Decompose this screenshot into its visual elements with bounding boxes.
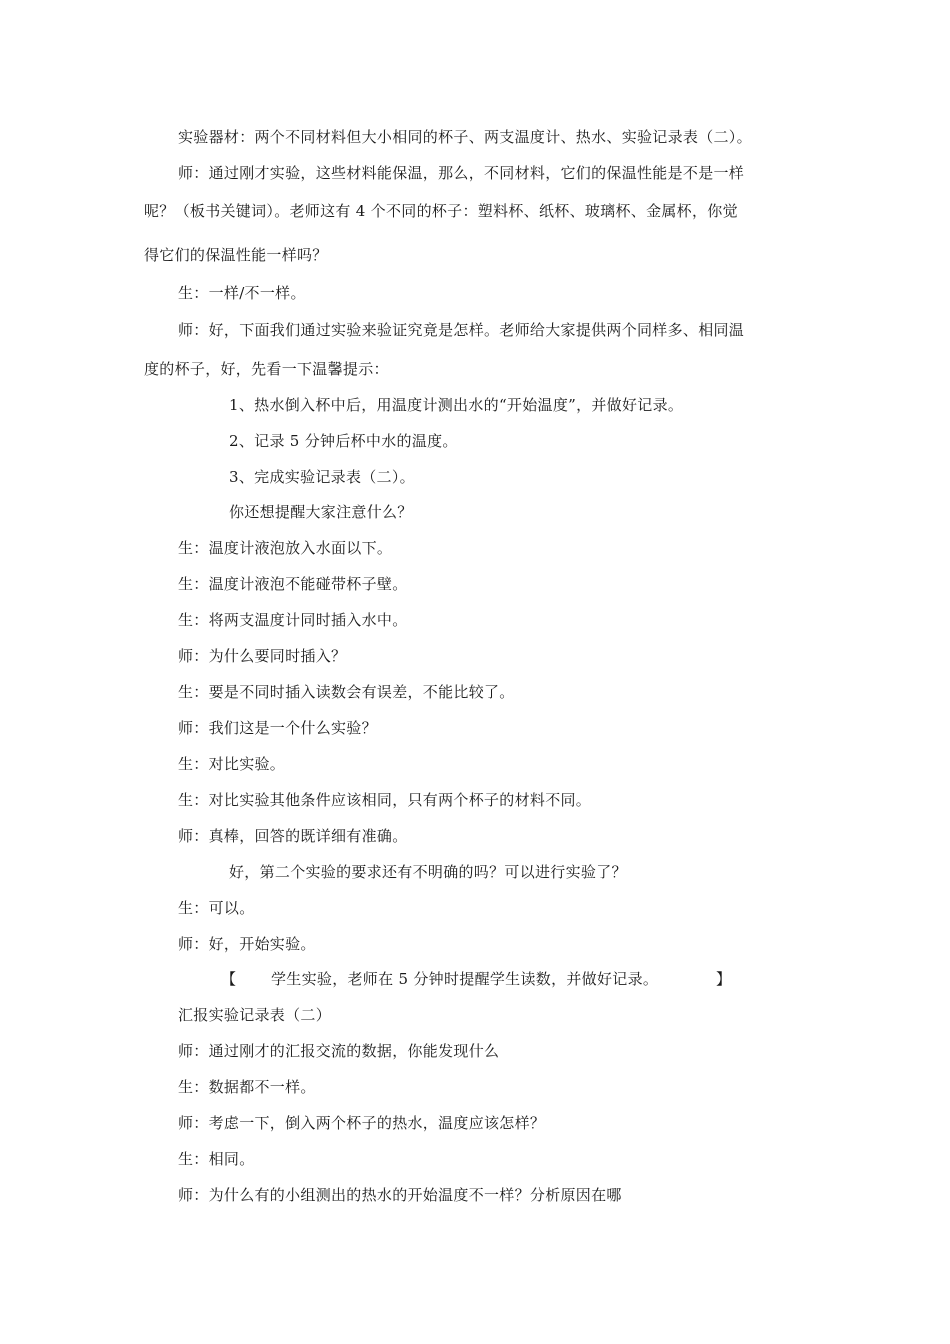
dialogue-line: 师：为什么要同时插入？ — [178, 647, 347, 665]
paragraph-line: 呢？（板书关键词）。老师这有 4 个不同的杯子：塑料杯、纸杯、玻璃杯、金属杯，你觉 — [144, 202, 738, 220]
paragraph-line: 度的杯子，好，先看一下温馨提示： — [144, 360, 389, 378]
dialogue-line: 生：对比实验其他条件应该相同，只有两个杯子的材料不同。 — [178, 791, 592, 809]
bracket-open: 【 — [221, 970, 237, 988]
tip-item: 3、完成实验记录表（二）。 — [229, 468, 415, 486]
paragraph-line: 好，第二个实验的要求还有不明确的吗？可以进行实验了？ — [229, 863, 627, 881]
bracketed-note: 学生实验，老师在 5 分钟时提醒学生读数，并做好记录。 — [271, 970, 659, 988]
tip-item: 1、热水倒入杯中后，用温度计测出水的“开始温度”，并做好记录。 — [229, 396, 684, 414]
dialogue-line: 师：考虑一下，倒入两个杯子的热水，温度应该怎样？ — [178, 1114, 546, 1132]
dialogue-line: 师：为什么有的小组测出的热水的开始温度不一样？分析原因在哪 — [178, 1186, 622, 1204]
paragraph-line: 师：通过刚才实验，这些材料能保温，那么，不同材料，它们的保温性能是不是一样 — [178, 164, 745, 182]
tip-item: 2、记录 5 分钟后杯中水的温度。 — [229, 432, 458, 450]
section-heading: 汇报实验记录表（二） — [178, 1006, 332, 1024]
dialogue-line: 师：好，开始实验。 — [178, 935, 316, 953]
dialogue-line: 生：相同。 — [178, 1150, 255, 1168]
paragraph-line: 实验器材：两个不同材料但大小相同的杯子、两支温度计、热水、实验记录表（二）。 — [178, 128, 752, 146]
dialogue-line: 生：数据都不一样。 — [178, 1078, 316, 1096]
dialogue-line: 师：真棒，回答的既详细有准确。 — [178, 827, 408, 845]
paragraph-line: 你还想提醒大家注意什么？ — [229, 503, 413, 521]
dialogue-line: 生：可以。 — [178, 899, 255, 917]
dialogue-line: 生：温度计液泡不能碰带杯子壁。 — [178, 575, 408, 593]
dialogue-line: 生：要是不同时插入读数会有误差，不能比较了。 — [178, 683, 515, 701]
paragraph-line: 生：一样/不一样。 — [178, 284, 306, 302]
paragraph-line: 得它们的保温性能一样吗？ — [144, 246, 328, 264]
dialogue-line: 生：将两支温度计同时插入水中。 — [178, 611, 408, 629]
bracket-close: 】 — [716, 970, 732, 988]
dialogue-line: 师：我们这是一个什么实验？ — [178, 719, 377, 737]
dialogue-line: 师：通过刚才的汇报交流的数据，你能发现什么 — [178, 1042, 500, 1060]
dialogue-line: 生：温度计液泡放入水面以下。 — [178, 539, 393, 557]
dialogue-line: 生：对比实验。 — [178, 755, 286, 773]
paragraph-line: 师：好，下面我们通过实验来验证究竟是怎样。老师给大家提供两个同样多、相同温 — [178, 321, 745, 339]
